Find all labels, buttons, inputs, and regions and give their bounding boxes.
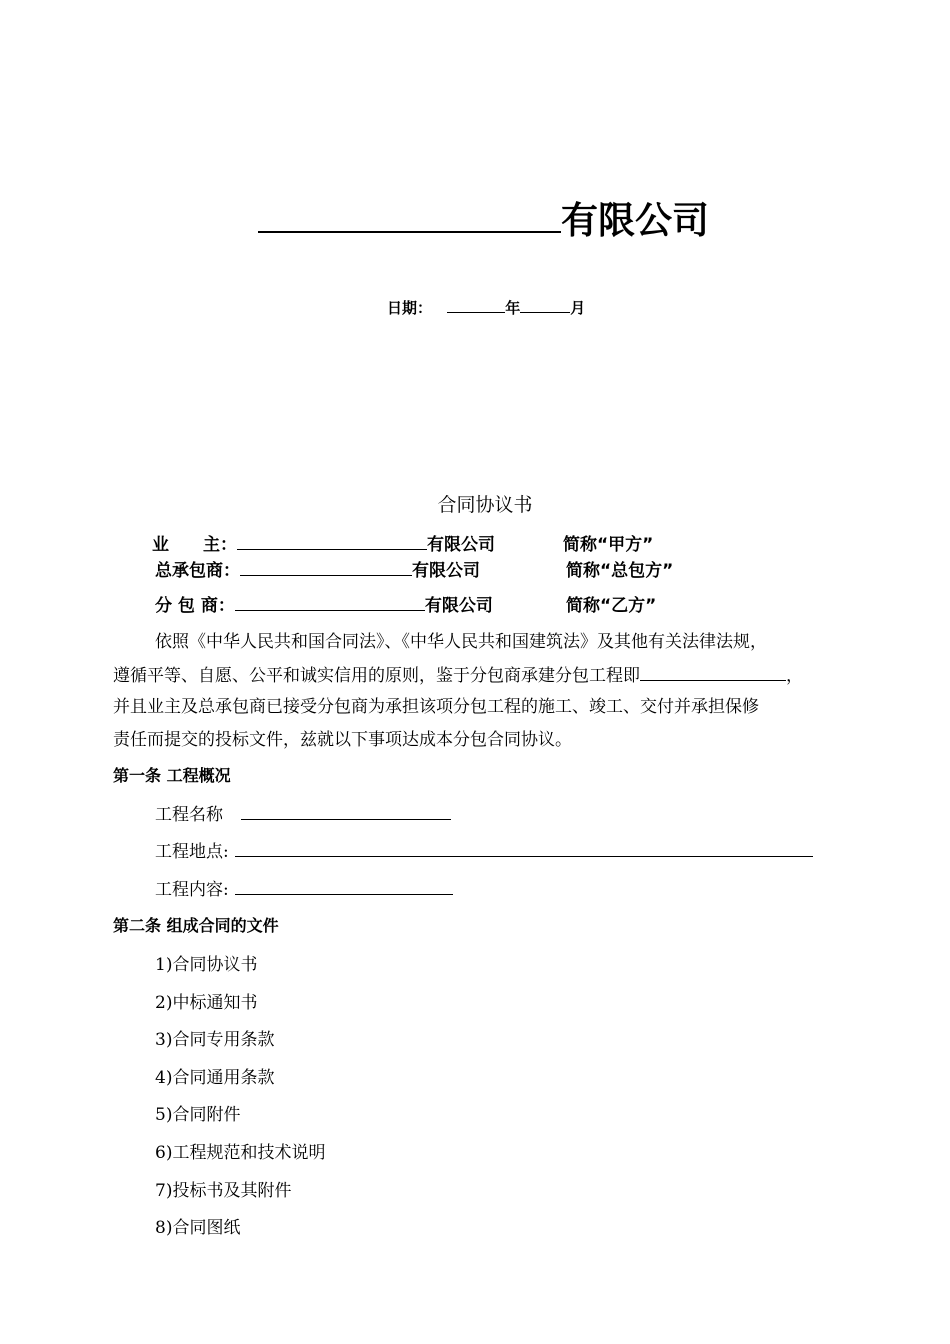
party-label: 总承包商：: [155, 561, 240, 581]
date-label: 日期：: [387, 299, 433, 317]
intro-line-2-text: 遵循平等、自愿、公平和诚实信用的原则，鉴于分包商承建分包工程即: [113, 666, 640, 686]
list-item: 1)合同协议书: [155, 955, 258, 975]
field-project-location: [155, 837, 813, 862]
field-project-content: [155, 875, 453, 900]
list-item: 6)工程规范和技术说明: [155, 1143, 326, 1163]
project-content-field[interactable]: [235, 878, 453, 895]
intro-line-2-end: ，: [786, 666, 803, 686]
month-blank[interactable]: [520, 298, 570, 313]
project-name-field[interactable]: [241, 803, 451, 820]
intro-line-1: 依照《中华人民共和国合同法》、《中华人民共和国建筑法》及其他有关法律法规，: [155, 632, 767, 652]
party-label: 业 主：: [152, 535, 237, 555]
project-location-field[interactable]: [235, 840, 813, 857]
agreement-title: 合同协议书: [437, 494, 533, 516]
party-subcontractor-abbr: 简称“乙方”: [566, 596, 657, 616]
article-2-title: 第二条 组成合同的文件: [113, 916, 279, 935]
party-subcontractor: [155, 591, 493, 616]
company-suffix: 有限公司: [561, 199, 709, 242]
intro-line-4: 责任而提交的投标文件，兹就以下事项达成本分包合同协议。: [113, 730, 572, 750]
party-owner-abbr: 简称“甲方”: [563, 535, 654, 555]
list-item: 4)合同通用条款: [155, 1068, 275, 1088]
intro-line-2: [113, 661, 803, 686]
date-line: [387, 297, 585, 318]
field-label: 工程名称: [155, 805, 223, 825]
party-name-blank[interactable]: [237, 533, 427, 550]
month-label: 月: [570, 299, 586, 317]
party-general-contractor-abbr: 简称“总包方”: [566, 561, 674, 581]
party-general-contractor: [155, 556, 480, 581]
party-suffix: 有限公司: [424, 596, 493, 616]
party-suffix: 有限公司: [412, 561, 480, 581]
list-item: 7)投标书及其附件: [155, 1181, 292, 1201]
party-label: 分 包 商：: [155, 596, 235, 616]
list-item: 3)合同专用条款: [155, 1030, 275, 1050]
party-owner: [152, 530, 495, 555]
field-label: 工程内容:: [155, 880, 229, 900]
year-label: 年: [505, 299, 521, 317]
company-title: [258, 190, 709, 244]
article-1-title: 第一条 工程概况: [113, 766, 231, 785]
list-item: 2)中标通知书: [155, 993, 258, 1013]
project-name-blank[interactable]: [640, 664, 786, 681]
list-item: 8)合同图纸: [155, 1218, 241, 1238]
party-name-blank[interactable]: [235, 594, 425, 611]
list-item: 5)合同附件: [155, 1105, 241, 1125]
field-label: 工程地点:: [155, 842, 229, 862]
company-name-blank[interactable]: [258, 193, 561, 233]
party-suffix: 有限公司: [427, 535, 495, 555]
field-project-name: [155, 800, 451, 825]
intro-line-3: 并且业主及总承包商已接受分包商为承担该项分包工程的施工、竣工、交付并承担保修: [113, 697, 759, 717]
year-blank[interactable]: [447, 298, 505, 313]
party-name-blank[interactable]: [240, 559, 412, 576]
